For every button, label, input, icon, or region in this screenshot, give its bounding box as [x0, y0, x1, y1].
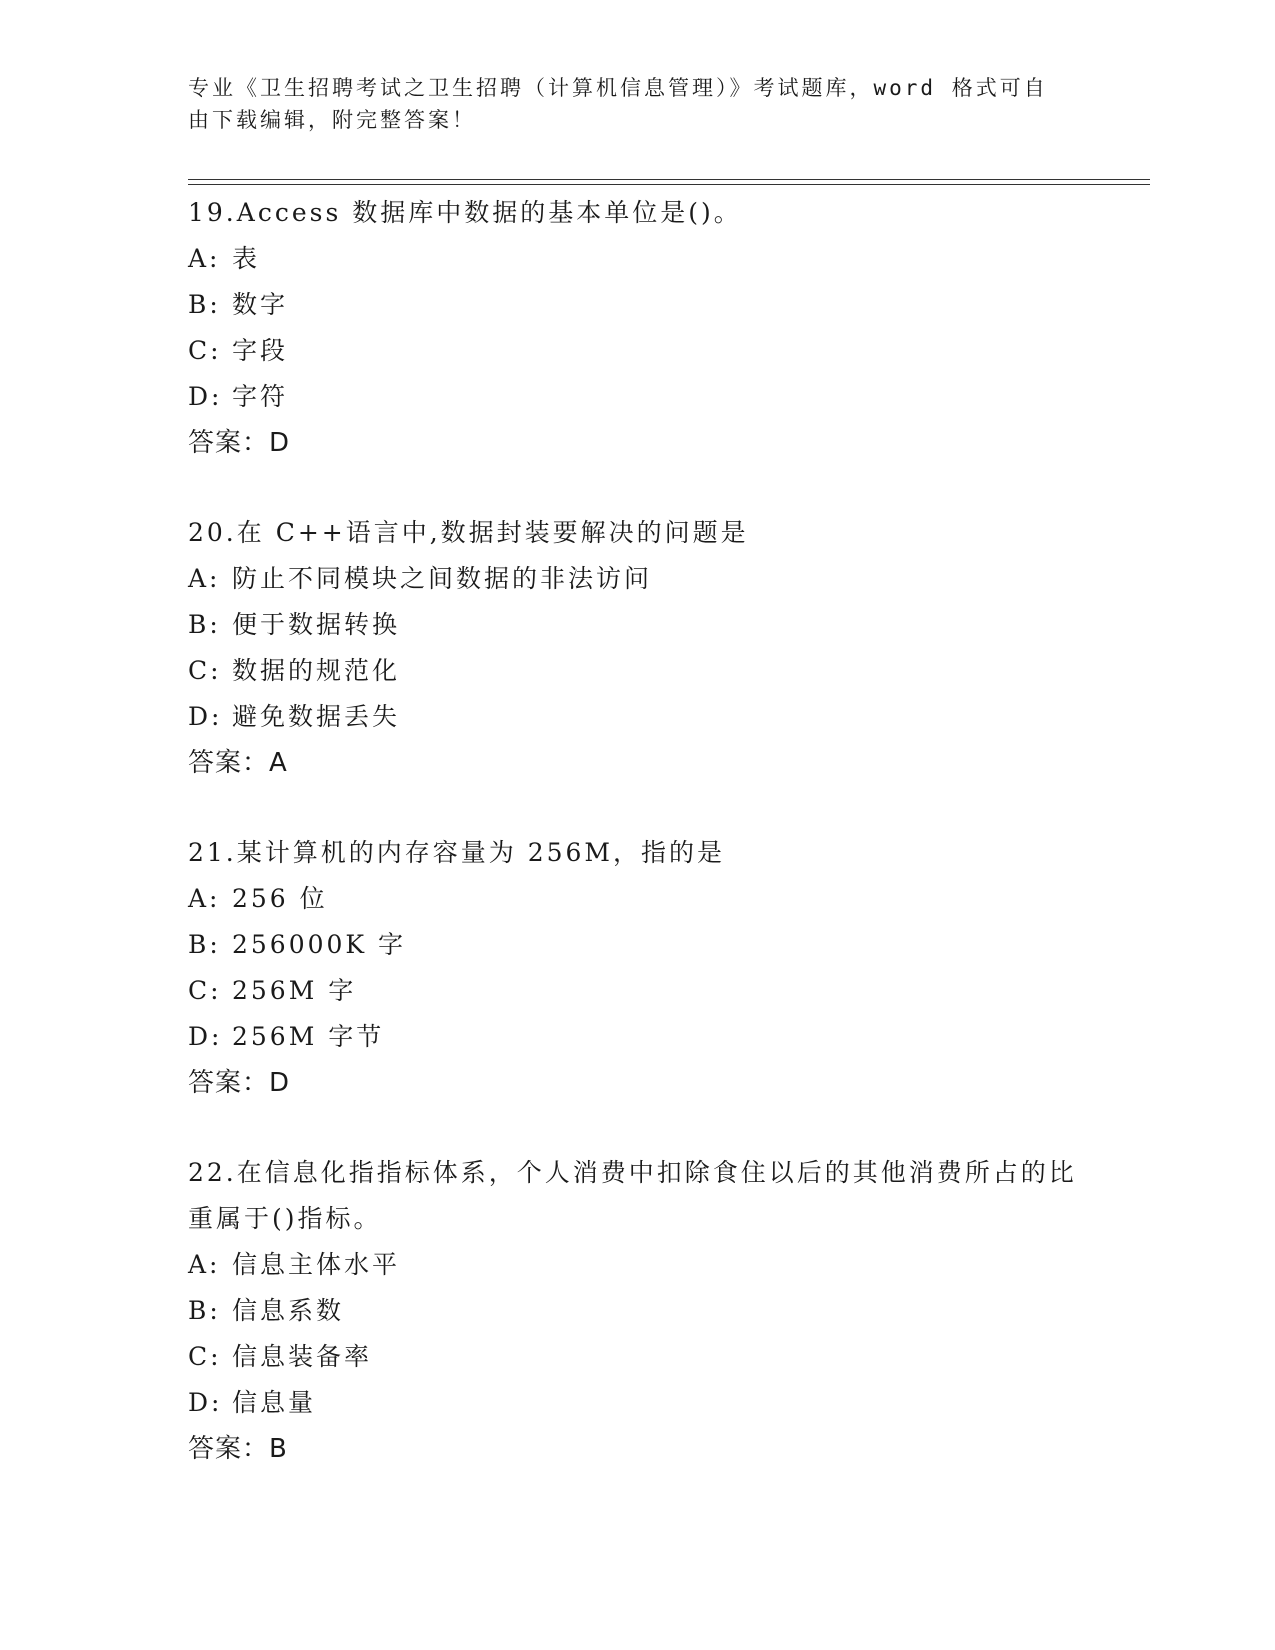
option-c	[188, 328, 1088, 374]
option-key: D:	[188, 702, 223, 731]
question-21	[188, 830, 1088, 1106]
answer-value: D	[269, 428, 291, 458]
header-rule-bottom	[188, 184, 1150, 185]
option-key: A:	[188, 564, 221, 593]
answer-label: 答案：	[188, 1434, 270, 1464]
option-c	[188, 1334, 1088, 1380]
option-key: C:	[188, 336, 222, 365]
option-text: 便于数据转换	[232, 610, 401, 639]
option-b	[188, 922, 1088, 968]
option-key: A:	[188, 884, 221, 913]
option-b	[188, 282, 1088, 328]
answer-value: D	[269, 1068, 291, 1098]
option-key: C:	[188, 656, 222, 685]
answer-label: 答案：	[188, 748, 270, 778]
option-text: 避免数据丢失	[232, 702, 401, 731]
question-stem: 22.在信息化指指标体系，个人消费中扣除食住以后的其他消费所占的比重属于()指标。	[188, 1158, 1077, 1233]
question-20	[188, 510, 1088, 786]
header-rule-top	[188, 179, 1150, 180]
option-text: 信息系数	[232, 1296, 345, 1325]
option-key: B:	[188, 610, 221, 639]
question-stem: 21.某计算机的内存容量为 256M，指的是	[188, 838, 726, 867]
option-d	[188, 1014, 1088, 1060]
option-text: 256M 字	[232, 976, 357, 1005]
option-key: A:	[188, 1250, 221, 1279]
option-text: 256M 字节	[232, 1022, 385, 1051]
option-c	[188, 968, 1088, 1014]
option-key: B:	[188, 290, 221, 319]
option-d	[188, 1380, 1088, 1426]
option-key: B:	[188, 1296, 221, 1325]
option-d	[188, 694, 1088, 740]
answer-label: 答案：	[188, 1068, 270, 1098]
option-text: 256 位	[232, 884, 328, 913]
answer-line	[188, 1060, 1088, 1106]
option-text: 防止不同模块之间数据的非法访问	[232, 564, 653, 593]
option-a	[188, 876, 1088, 922]
answer-value: B	[269, 1434, 288, 1464]
option-a	[188, 1242, 1088, 1288]
question-22	[188, 1150, 1088, 1472]
option-text: 信息主体水平	[232, 1250, 401, 1279]
answer-line	[188, 1426, 1088, 1472]
option-key: B:	[188, 930, 221, 959]
option-d	[188, 374, 1088, 420]
option-key: D:	[188, 1388, 223, 1417]
answer-label: 答案：	[188, 428, 270, 458]
option-text: 256000K 字	[232, 930, 407, 959]
option-text: 表	[232, 244, 261, 273]
question-stem: 19.Access 数据库中数据的基本单位是()。	[188, 198, 742, 227]
question-19	[188, 190, 1088, 466]
option-key: C:	[188, 976, 222, 1005]
option-text: 信息量	[232, 1388, 317, 1417]
option-key: C:	[188, 1342, 222, 1371]
option-b	[188, 602, 1088, 648]
option-key: D:	[188, 1022, 223, 1051]
option-b	[188, 1288, 1088, 1334]
option-key: D:	[188, 382, 223, 411]
option-text: 字符	[232, 382, 289, 411]
answer-value: A	[269, 748, 288, 778]
option-text: 字段	[232, 336, 289, 365]
option-text: 信息装备率	[232, 1342, 373, 1371]
option-text: 数字	[232, 290, 289, 319]
answer-line	[188, 420, 1088, 466]
option-text: 数据的规范化	[232, 656, 401, 685]
answer-line	[188, 740, 1088, 786]
question-list	[188, 190, 1088, 1516]
option-a	[188, 236, 1088, 282]
option-c	[188, 648, 1088, 694]
question-stem: 20.在 C++语言中,数据封装要解决的问题是	[188, 518, 749, 547]
option-key: A:	[188, 244, 221, 273]
option-a	[188, 556, 1088, 602]
document-header: 专业《卫生招聘考试之卫生招聘（计算机信息管理）》考试题库，word 格式可自由下载编辑，附完整答案！	[188, 76, 1048, 132]
